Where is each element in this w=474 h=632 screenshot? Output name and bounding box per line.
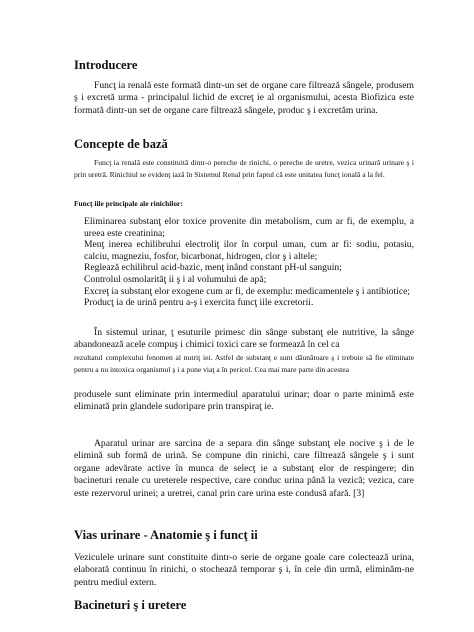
bullet-box-icon (74, 239, 84, 262)
bullet-box-icon (74, 297, 84, 309)
bullet-box-icon (74, 286, 84, 298)
concepts-paragraph: Funcţ ia renală este constituită dintr-o pereche de rinichi, o pereche de uretre, vezica urinară urinare ş i prin uretră. Rinichiul se evidenţ iază în Sistemul Renal prin faptul că este unitatea funcţ ională a la fel. (74, 158, 414, 180)
intro-paragraph: Funcţ ia renală este formată dintr-un set de organe care filtrează sângele, produsem ş i excretă urma - principalul lichid de excreţ ie al organismului, acesta Biofizica este formată dintr-un set de organe care filtrează sângele, produc ş i excretăm urina. (74, 80, 414, 116)
urinary-system-paragraph-small: rezultatul complexului fenomen al nutriţ iei. Astfel de substanţ e sunt dăunătoare ş i trebuie să fie eliminate pentru a nu intoxica organismul ş i a pune viaţ a în pericol. Cea mai mare parte din acestea (74, 353, 414, 375)
bullet-box-icon (74, 274, 84, 286)
section-heading-bacinet: Bacineturi ş i uretere (74, 598, 187, 612)
functions-list (74, 216, 414, 309)
urinary-apparatus-paragraph: Aparatul urinar are sarcina de a separa din sânge substanţ ele nocive ş i de le elimină sub formă de urină. Se compune din rinichi, care filtrează sângele ş i sunt organe adevărate active în munca de selecţ ie a substanţ elor de respingere; din bacineturi renale cu ureterele respective, care conduc urina până la vezică; vezica, care este rezervorul urinei; a uretrei, canal prin care urina este condusă afară. [3] (74, 438, 414, 499)
list-item: Controlul osmolarităţ ii ş i al volumului de apă; (74, 274, 414, 286)
section-heading-introduction: Introducere (74, 58, 138, 72)
section-heading-anatomy: Vias urinare - Anatomie ş i funcţ ii (74, 528, 258, 542)
bullet-box-icon (74, 216, 84, 239)
list-item: Producţ ia de urină pentru a-ş i exercita funcţ iile excretorii. (74, 297, 414, 309)
list-item: Eliminarea substanţ elor toxice provenite din metabolism, cum ar fi, de exemplu, a ureea este creatinina; (74, 216, 414, 239)
urinary-system-paragraph-start: În sistemul urinar, ţ esuturile primesc din sânge substanţ ele nutritive, la sânge abandonează acele compuş i chimici toxici care se formează în cel ca (74, 327, 414, 351)
urinary-system-paragraph-end: produsele sunt eliminate prin intermediul aparatului urinar; doar o parte minimă este eliminată prin glandele sudoripare prin transpiraţ ie. (74, 389, 414, 413)
section-heading-concepts: Concepte de bază (74, 137, 168, 151)
list-item: Reglează echilibrul acid-bazic, menţ inând constant pH-ul sanguin; (74, 262, 414, 274)
bullet-box-icon (74, 262, 84, 274)
list-item: Excreţ ia substanţ elor exogene cum ar fi, de exemplu: medicamentele ş i antibiotice; (74, 286, 414, 298)
list-item: Menţ inerea echilibrului electroliţ ilor în corpul uman, cum ar fi: sodiu, potasiu, calciu, magneziu, fosfor, bicarbonat, hidrogen, clor ş i altele; (74, 239, 414, 262)
anatomy-paragraph: Veziculele urinare sunt constituite dintr-o serie de organe goale care colectează urina, elaborată continuu în rinichi, o stochează temporar ş i, în cele din urmă, eliminăm-ne pentru mediul extern. (74, 552, 414, 588)
functions-heading: Funcţ iile principale ale rinichilor: (74, 199, 183, 208)
